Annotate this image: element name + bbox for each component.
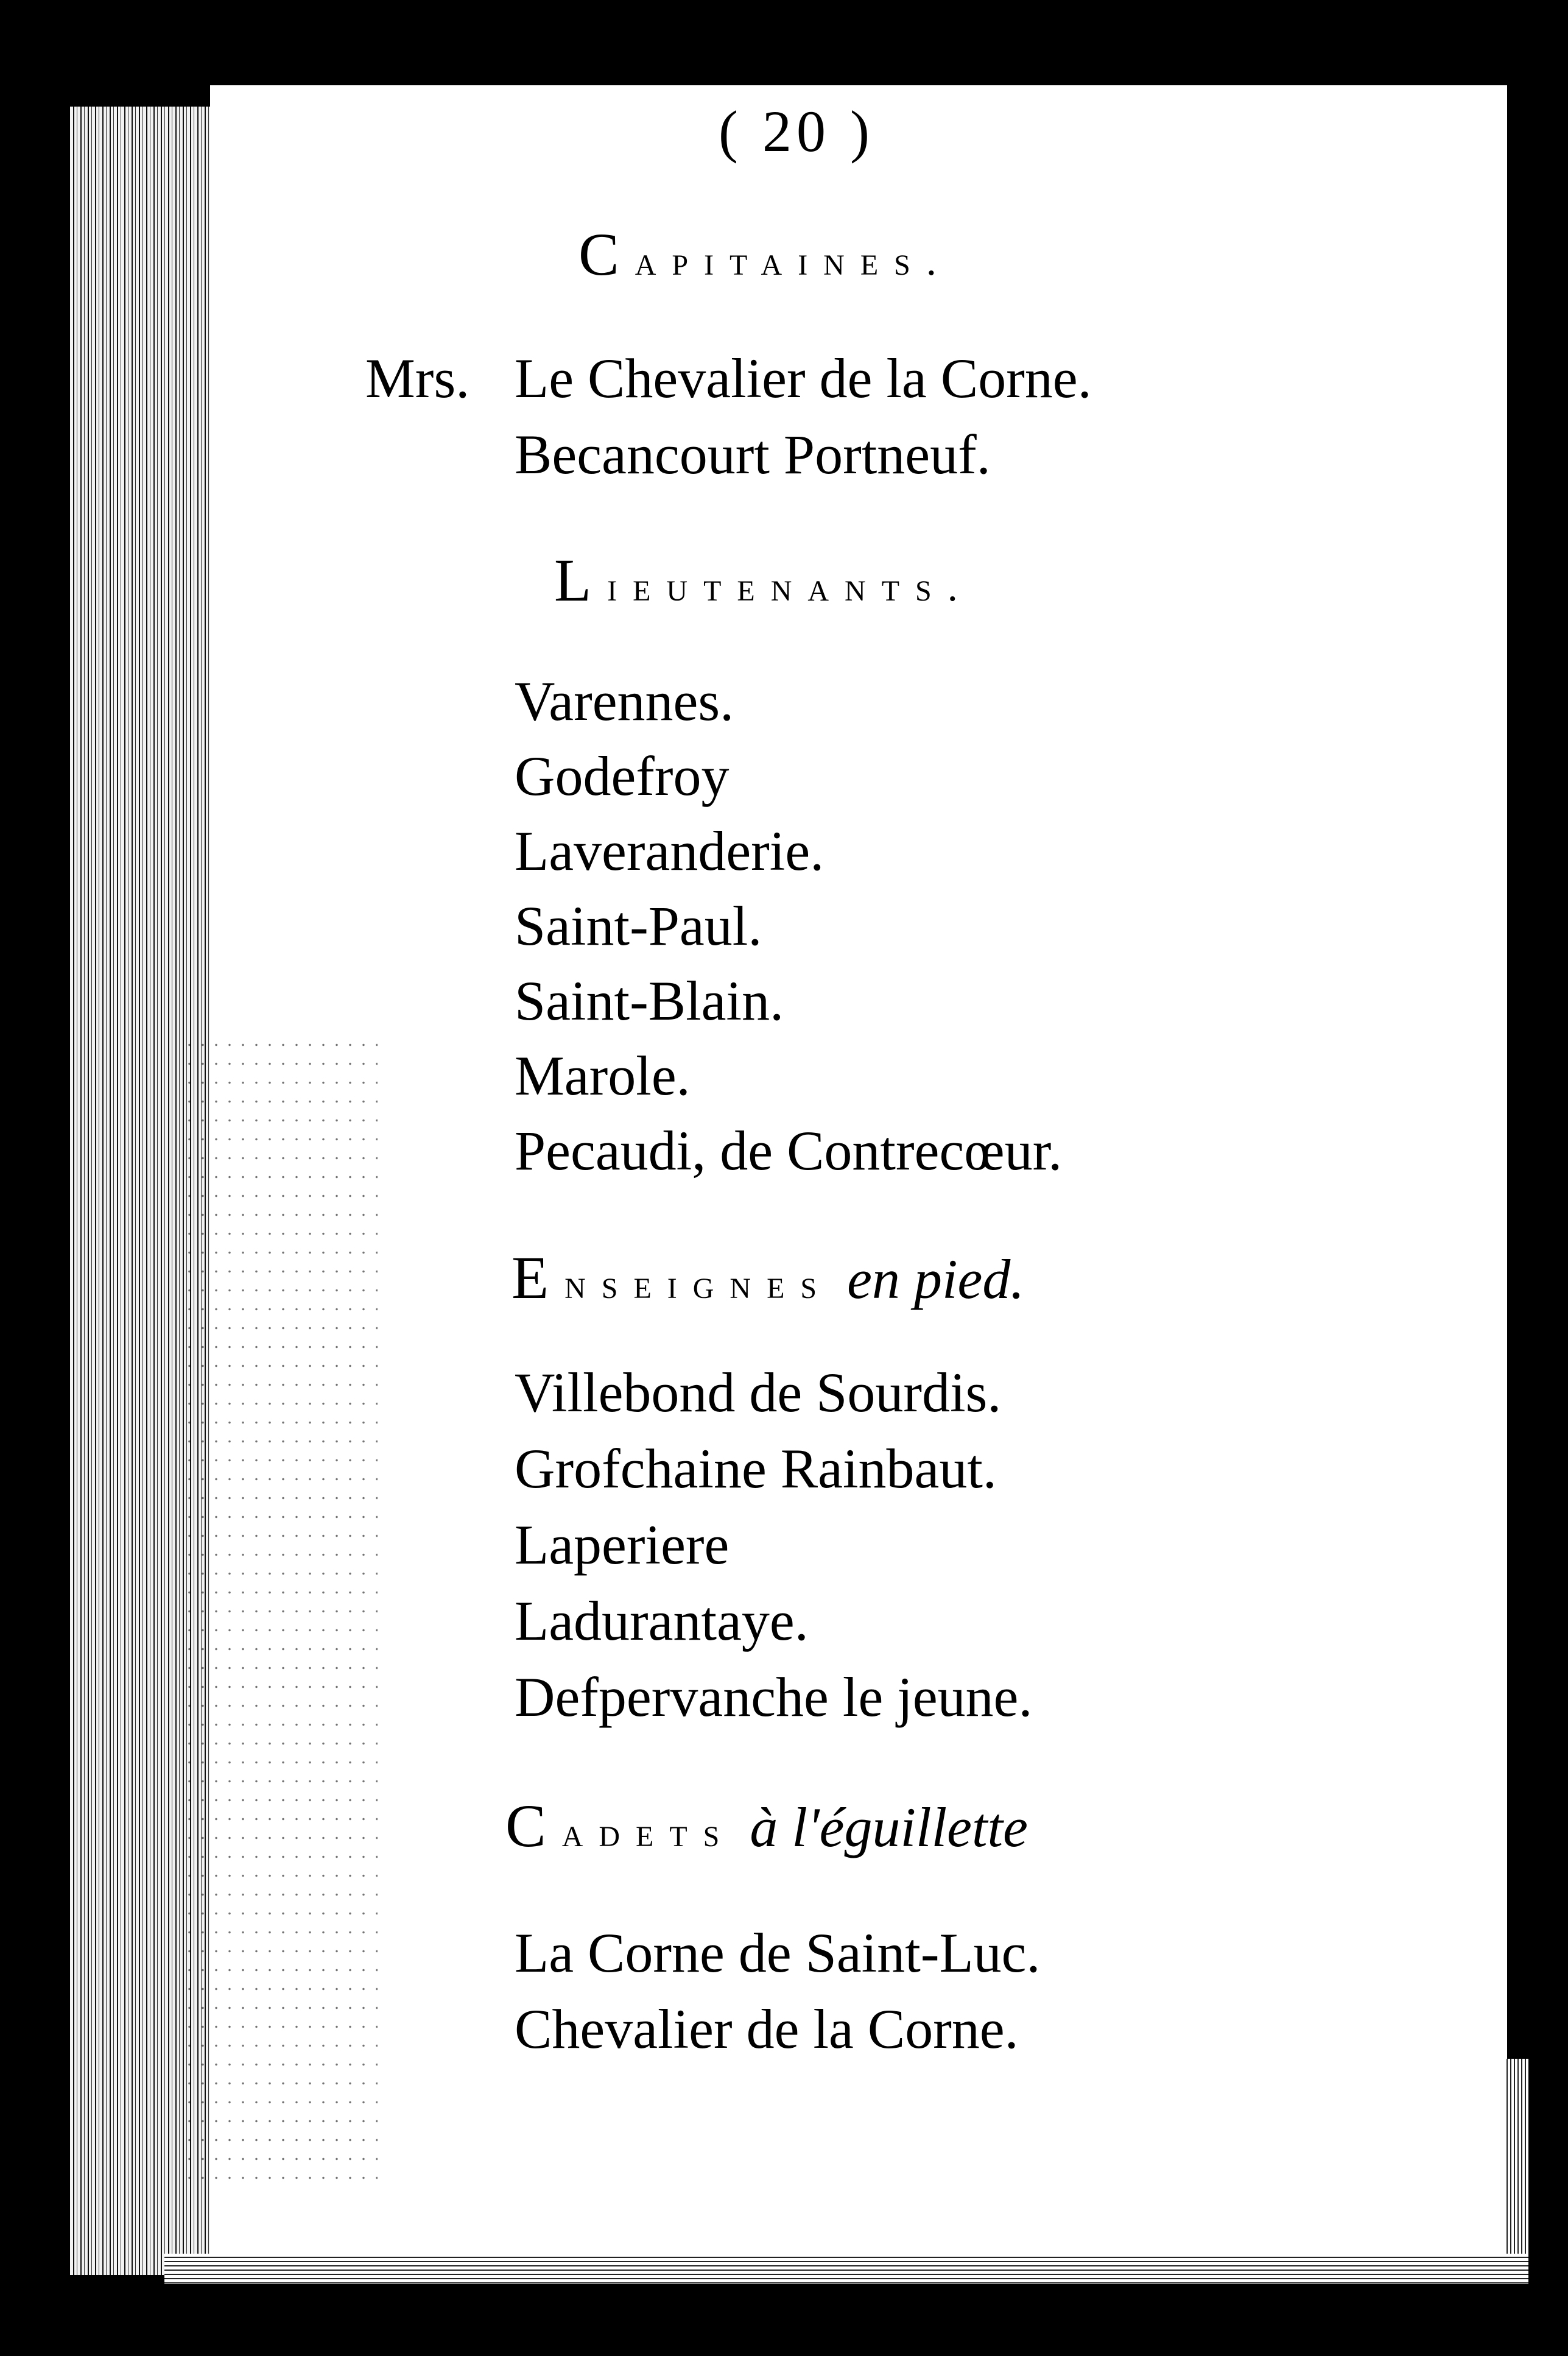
heading-initial: E [512,1244,565,1311]
name-line: Pecaudi, de Contrecœur. [515,1120,1063,1182]
name-line: La Corne de Saint-Luc. [515,1922,1041,1984]
heading-initial: C [578,220,635,288]
heading-rest: adets [561,1809,736,1855]
name-line: Grofchaine Rainbaut. [515,1437,997,1500]
heading-italic: en pied. [847,1248,1025,1310]
name-line: Saint-Paul. [515,895,762,957]
name-line: Saint-Blain. [515,970,784,1032]
page-speckle-texture [183,1035,378,2193]
heading-initial: L [554,546,608,614]
name-line: Varennes. [515,670,734,732]
page-bottom-edge [164,2254,1528,2284]
page-right-edge [1504,2059,1528,2278]
name-line: Becancourt Portneuf. [515,423,991,485]
name-line: Ladurantaye. [515,1590,809,1652]
heading-initial: C [505,1792,562,1860]
name-line: Laperiere [515,1514,730,1576]
name-line: Godefroy [515,745,730,807]
page-number: ( 20 ) [719,99,874,164]
heading-italic: à l'éguillette [750,1796,1028,1858]
name-line: Le Chevalier de la Corne. [515,347,1092,409]
heading-lieutenants [554,545,974,615]
name-line: Marole. [515,1045,691,1107]
prefix-mrs: Mrs. [365,347,470,409]
name-line: Laveranderie. [515,820,824,882]
heading-cadets [505,1791,1028,1861]
heading-rest: apitaines. [635,238,952,284]
heading-enseignes [512,1243,1024,1313]
name-line: Chevalier de la Corne. [515,1998,1019,2060]
name-line: Villebond de Sourdis. [515,1361,1002,1423]
heading-rest: nseignes [564,1261,833,1307]
heading-rest: ieutenants. [607,563,974,610]
heading-capitaines [578,219,952,289]
name-line: Defpervanche le jeune. [515,1666,1033,1728]
